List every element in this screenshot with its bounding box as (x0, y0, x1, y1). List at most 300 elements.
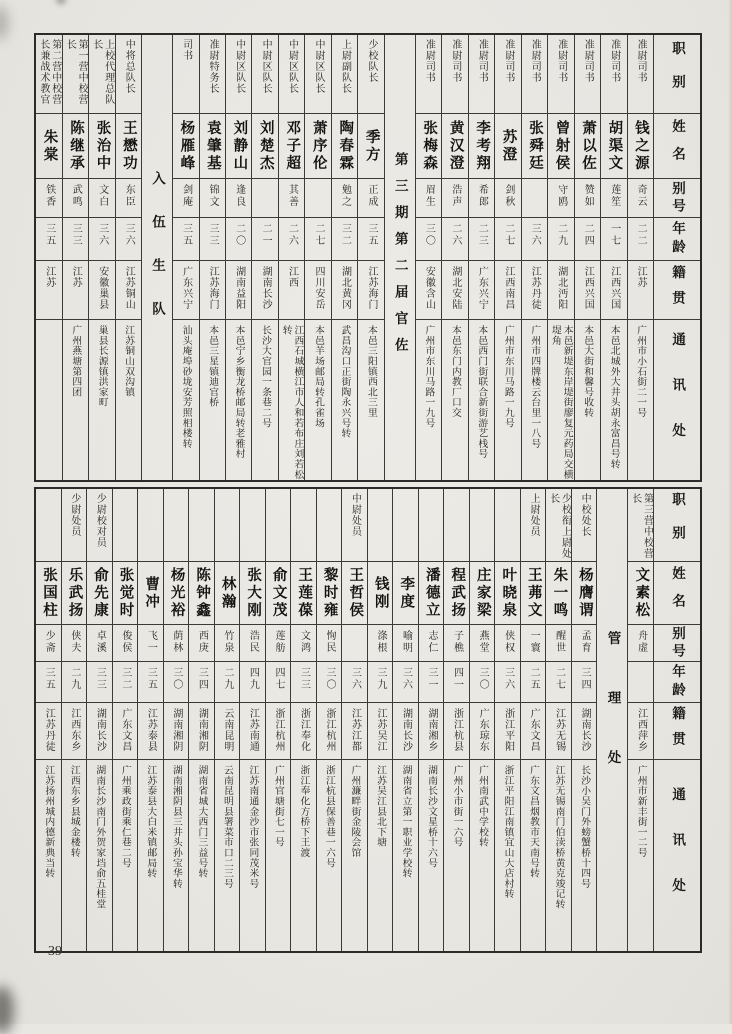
person-name-text: 黎时雍 (321, 566, 338, 620)
person-age (226, 218, 251, 261)
person-role-text: 第一营中校营长 (64, 39, 88, 105)
header-address-text: 通讯处 (670, 331, 686, 469)
person-address-text: 汕头庵埠砂垅安芳照相楼转 (180, 325, 192, 449)
person-role (575, 35, 600, 114)
person-address (173, 320, 198, 480)
person-age (419, 662, 444, 703)
person-address (628, 760, 653, 951)
person-role-text: 中尉区队长 (313, 39, 324, 94)
person-name (164, 562, 189, 625)
section-column (384, 35, 415, 480)
person-age-text: 二七 (313, 223, 324, 247)
person-age-text: 二九 (555, 223, 567, 247)
person-column (199, 35, 225, 480)
person-address-text: 湖南省城大西门三益号转 (196, 765, 208, 879)
person-age-text: 二三 (476, 223, 488, 247)
person-address-text: 本邑羊场邮局转孔雀场 (312, 325, 324, 428)
person-column (225, 35, 251, 480)
person-age (215, 662, 240, 703)
person-alias (470, 625, 495, 662)
person-age (572, 662, 597, 703)
header-column (653, 489, 700, 951)
person-role-text: 少尉处员 (68, 493, 80, 537)
section-label: 入伍生队 (149, 170, 165, 345)
person-column (265, 489, 291, 951)
person-address (62, 760, 87, 951)
person-origin (200, 261, 225, 320)
person-role (252, 35, 277, 114)
header-origin-text: 籍贯 (669, 705, 685, 757)
person-alias-text: 希郎 (476, 184, 488, 208)
person-alias (87, 625, 112, 662)
header-origin (654, 261, 700, 320)
person-column (115, 35, 141, 480)
person-role (189, 489, 214, 562)
person-age-text: 二七 (502, 223, 514, 247)
person-address (575, 320, 600, 480)
person-address (291, 760, 316, 951)
person-name (572, 562, 597, 625)
person-origin-text: 湖南湘阴 (170, 708, 182, 752)
person-address-text: 江西东乡县城金楼转 (68, 765, 80, 858)
person-address-text: 广州南武中学校转 (477, 765, 489, 848)
person-alias (368, 625, 393, 662)
person-origin (393, 703, 418, 760)
person-name-text: 刘静山 (231, 119, 248, 173)
person-name-text: 曾射侯 (553, 119, 570, 173)
person-age-text: 三四 (196, 667, 208, 691)
person-address-text: 长沙大官园一条巷二号 (260, 325, 272, 428)
person-column (627, 35, 653, 480)
person-age-text: 二七 (553, 667, 565, 691)
person-role (495, 489, 520, 562)
person-address-text: 广州乘政街乘仁巷二号 (119, 765, 131, 868)
person-age (87, 662, 112, 703)
person-alias (189, 625, 214, 662)
person-origin (305, 261, 330, 320)
person-alias (89, 179, 114, 218)
person-role-text: 少校队长 (365, 39, 377, 83)
person-role (495, 35, 520, 114)
person-column (137, 489, 163, 951)
person-name-text: 王哲侯 (347, 566, 364, 620)
person-age (469, 218, 494, 261)
person-column (468, 35, 494, 480)
person-age-text: 三一 (426, 667, 438, 691)
person-address (189, 760, 214, 951)
person-alias-text: 文鸿 (298, 630, 310, 654)
person-alias-text: 赞如 (582, 184, 594, 208)
person-address (87, 760, 112, 951)
person-role (442, 35, 467, 114)
person-column (441, 35, 467, 480)
person-address (200, 320, 225, 480)
person-role (173, 35, 198, 114)
person-alias-text: 孟育 (579, 630, 591, 654)
person-age-text: 三六 (96, 223, 108, 247)
person-origin (62, 703, 87, 760)
person-role-text: 准尉司书 (449, 39, 461, 83)
person-role (444, 489, 469, 562)
person-role (226, 35, 251, 114)
person-name-text: 萧以佐 (579, 119, 596, 173)
header-role-text: 职别 (669, 491, 685, 559)
person-alias (36, 625, 61, 662)
person-alias-text: 侠夫 (68, 630, 80, 654)
person-name (469, 114, 494, 179)
person-alias (252, 179, 277, 218)
person-age (548, 218, 573, 261)
person-name-text: 乐武扬 (66, 566, 83, 620)
person-name (470, 562, 495, 625)
person-alias-text: 飞一 (145, 630, 157, 654)
person-address-text: 云南昆明县署菜市口二三号 (221, 765, 233, 889)
person-age-text: 二九 (68, 667, 80, 691)
person-origin-text: 湖南长沙 (400, 708, 412, 752)
person-name-text: 王懋功 (120, 119, 137, 173)
person-role (393, 489, 418, 562)
person-alias (444, 625, 469, 662)
person-name (305, 114, 330, 179)
person-address-text: 湖南长沙文星桥十六号 (426, 765, 437, 868)
person-address (442, 320, 467, 480)
person-origin-text: 广东琼东 (477, 708, 489, 752)
person-address (332, 320, 357, 480)
person-origin (266, 703, 291, 760)
person-name (215, 562, 240, 625)
person-origin (368, 703, 393, 760)
person-address (116, 320, 141, 480)
person-name (416, 114, 441, 179)
person-role-text: 少校衔上尉处长 (547, 493, 571, 559)
person-role-text: 第三营中校营长 (629, 493, 653, 559)
person-age (36, 218, 61, 261)
person-column (36, 489, 61, 951)
person-column (521, 35, 547, 480)
person-alias-text: 文白 (96, 184, 108, 208)
person-age-text: 三六 (529, 223, 541, 247)
person-age (189, 662, 214, 703)
person-alias (138, 625, 163, 662)
person-name (317, 562, 342, 625)
person-age (62, 662, 87, 703)
person-role (546, 489, 571, 562)
person-origin (113, 703, 138, 760)
person-origin-text: 浙江奉化 (298, 708, 310, 752)
person-name (113, 562, 138, 625)
person-name (189, 562, 214, 625)
person-role (36, 489, 61, 562)
person-address-text: 巢县长源镇洪家町 (96, 325, 108, 408)
person-age-text: 三五 (43, 223, 55, 247)
person-address-text: 湖南省立第一职业学校转 (400, 765, 412, 879)
person-column (574, 35, 600, 480)
person-name (36, 114, 61, 179)
person-address-text: 本邑三星镇迪官桥 (207, 325, 219, 408)
person-origin (87, 703, 112, 760)
person-name (444, 562, 469, 625)
person-column (367, 489, 393, 951)
header-alias-text: 别号 (669, 625, 685, 661)
section-column (596, 489, 627, 951)
person-age (495, 218, 520, 261)
person-origin (601, 261, 626, 320)
person-name-text: 程武扬 (449, 566, 466, 620)
person-origin (628, 703, 653, 760)
person-role-text: 准尉特务长 (207, 39, 219, 94)
person-origin (317, 703, 342, 760)
person-alias-text: 浩民 (247, 630, 259, 654)
header-alias (654, 179, 700, 218)
person-role-text: 上尉处员 (528, 493, 540, 537)
person-role (291, 489, 316, 562)
person-alias (522, 179, 547, 218)
person-origin-text: 浙江杭县 (451, 708, 463, 752)
person-origin-text: 江苏丹徒 (43, 708, 55, 752)
person-age-text: 四七 (272, 667, 284, 691)
person-age-text: 二二 (635, 223, 647, 247)
person-origin-text: 江苏海门 (207, 266, 219, 310)
person-origin (419, 703, 444, 760)
person-name-text: 袁肇基 (204, 119, 221, 173)
person-age (317, 662, 342, 703)
person-name (419, 562, 444, 625)
person-role (416, 35, 441, 114)
person-name-text: 张国柱 (41, 566, 57, 620)
person-name-text: 陈继承 (67, 119, 84, 173)
person-age (173, 218, 198, 261)
person-column (341, 489, 367, 951)
person-age-text: 一七 (608, 223, 620, 247)
person-name (173, 114, 198, 179)
person-origin-text: 江苏南通 (247, 708, 259, 752)
person-alias (495, 179, 520, 218)
person-alias (572, 625, 597, 662)
section-label: 管理处 (605, 630, 621, 810)
person-age (601, 218, 626, 261)
person-origin-text: 湖北黄冈 (339, 266, 351, 310)
person-alias-text: 眉生 (423, 184, 435, 208)
person-alias-text: 俊侯 (119, 630, 131, 654)
person-age (368, 662, 393, 703)
person-alias-text: 剑秋 (502, 184, 514, 208)
person-address (266, 760, 291, 951)
person-origin-text: 浙江平阳 (502, 708, 514, 752)
person-age (442, 218, 467, 261)
person-origin (116, 261, 141, 320)
person-age-text: 三四 (579, 667, 591, 691)
person-alias (164, 625, 189, 662)
person-address (416, 320, 441, 480)
person-age-text: 三二 (119, 667, 131, 691)
person-column (304, 35, 330, 480)
person-origin (226, 261, 251, 320)
person-role-text: 中尉区队长 (233, 39, 245, 94)
person-origin-text: 江西东乡 (68, 708, 80, 752)
person-name-text: 文素松 (633, 566, 650, 620)
person-role-text: 中尉区队长 (286, 39, 298, 94)
person-alias (601, 179, 626, 218)
person-column (545, 489, 571, 951)
person-alias-text: 侠权 (502, 630, 514, 654)
person-age-text: 三六 (400, 667, 412, 691)
person-age-text: 三〇 (170, 667, 182, 691)
person-alias-text: 其善 (286, 184, 298, 208)
person-address (138, 760, 163, 951)
person-alias (215, 625, 240, 662)
person-age (89, 218, 114, 261)
person-address-text: 广州市小石街二一号 (635, 325, 647, 418)
person-name-text: 钱之源 (632, 119, 649, 173)
person-age-text: 三五 (43, 667, 55, 691)
header-age (654, 218, 700, 261)
person-role (628, 489, 653, 562)
person-name-text: 李考翔 (474, 119, 491, 173)
person-age (358, 218, 383, 261)
person-name-text: 张觉时 (117, 566, 134, 620)
person-origin-text: 江西萍乡 (635, 708, 647, 752)
person-address (63, 320, 88, 480)
person-name (358, 114, 383, 179)
person-column (443, 489, 469, 951)
person-origin (36, 261, 61, 320)
person-alias (575, 179, 600, 218)
person-name (628, 562, 653, 625)
person-age-text: 三二 (339, 223, 351, 247)
person-address-text: 本邑北城外大井头胡永富昌号转 (608, 325, 620, 470)
person-name-text: 张大刚 (245, 566, 262, 620)
person-role (628, 35, 653, 114)
header-role-text: 职别 (669, 40, 685, 108)
person-age (200, 218, 225, 261)
person-origin (546, 703, 571, 760)
person-address (305, 320, 330, 480)
header-age-text: 年龄 (669, 663, 685, 701)
person-role (305, 35, 330, 114)
person-origin-text: 江苏 (635, 266, 647, 288)
person-alias (240, 625, 265, 662)
person-role (266, 489, 291, 562)
person-name (601, 114, 626, 179)
person-alias-text: 勉之 (339, 184, 351, 208)
person-address (522, 320, 547, 480)
person-age-text: 三〇 (323, 667, 335, 691)
person-address (546, 760, 571, 951)
person-age (240, 662, 265, 703)
person-alias (419, 625, 444, 662)
person-column (251, 35, 277, 480)
person-name-text: 曹冲 (143, 575, 160, 611)
person-age-text: 二五 (528, 667, 540, 691)
person-age-text: 二九 (221, 667, 233, 691)
person-alias-text: 喻明 (400, 630, 412, 654)
person-address-text: 本邑东门内教厂口交 (449, 325, 461, 418)
person-role-text: 准尉司书 (582, 39, 594, 83)
person-origin (89, 261, 114, 320)
person-address-text: 本邑三阳镇西北三里 (365, 325, 377, 418)
person-origin-text: 江苏江都 (349, 708, 361, 752)
officer-roster-table-top (34, 33, 702, 482)
person-name-text: 叶晓泉 (500, 566, 517, 620)
person-alias-text: 志仁 (426, 630, 438, 654)
header-age-text: 年龄 (669, 220, 685, 258)
person-origin-text: 江苏泰县 (145, 708, 157, 752)
person-address-text: 江苏吴江县北下塘 (374, 765, 386, 848)
header-address (654, 320, 700, 480)
person-address (279, 320, 304, 480)
person-alias (416, 179, 441, 218)
person-age-text: 三六 (502, 667, 514, 691)
person-name (368, 562, 393, 625)
person-column (494, 489, 520, 951)
person-role (63, 35, 88, 114)
person-role (470, 489, 495, 562)
person-alias (200, 179, 225, 218)
person-address (36, 760, 61, 951)
person-role (572, 489, 597, 562)
person-alias-text: 一寰 (528, 630, 540, 654)
person-name (279, 114, 304, 179)
person-column (571, 489, 597, 951)
person-column (357, 35, 383, 480)
person-address-text: 本邑宁乡衡龙桥邮局转老雅村 (233, 325, 245, 459)
person-name (240, 562, 265, 625)
person-origin-text: 湖南长沙 (260, 266, 272, 310)
person-origin (63, 261, 88, 320)
person-role-text: 准尉司书 (608, 39, 620, 83)
person-name (200, 114, 225, 179)
person-column (214, 489, 240, 951)
person-role-text: 上尉副队长 (339, 39, 351, 94)
person-column (36, 35, 61, 480)
person-address (317, 760, 342, 951)
person-alias-text: 莲笙 (608, 184, 620, 208)
person-column (627, 489, 653, 951)
person-alias-text: 西庚 (196, 630, 208, 654)
person-name-text: 张舜廷 (527, 119, 543, 173)
person-address (368, 760, 393, 951)
person-column (316, 489, 342, 951)
person-origin (138, 703, 163, 760)
header-origin (654, 703, 700, 760)
person-column (520, 489, 546, 951)
person-age (116, 218, 141, 261)
person-address-text: 江苏无锡南门伯渎桥黄克竣记转 (553, 765, 565, 910)
person-name-text: 俞文茂 (270, 566, 287, 620)
person-origin-text: 江西兴国 (582, 266, 594, 310)
person-age (305, 218, 330, 261)
person-origin-text: 云南昆明 (221, 708, 233, 752)
person-name-text: 季方 (363, 128, 380, 164)
person-name (89, 114, 114, 179)
person-address (469, 320, 494, 480)
header-age (654, 662, 700, 703)
person-name-text: 萧序伦 (310, 119, 327, 173)
person-name-text: 黄汉澄 (447, 119, 464, 173)
person-role (601, 35, 626, 114)
person-alias-text: 剑庵 (180, 184, 192, 208)
person-name (495, 114, 520, 179)
person-address-text: 武昌沟口正街陶永兴号转 (339, 325, 351, 439)
header-name (654, 114, 700, 179)
person-address-text: 广州市新丰街一二号 (635, 765, 647, 858)
person-age-text: 三三 (298, 667, 310, 691)
person-origin-text: 江西 (286, 266, 298, 288)
person-origin (189, 703, 214, 760)
person-origin (252, 261, 277, 320)
person-alias (358, 179, 383, 218)
person-name-text: 钱刚 (372, 575, 389, 611)
